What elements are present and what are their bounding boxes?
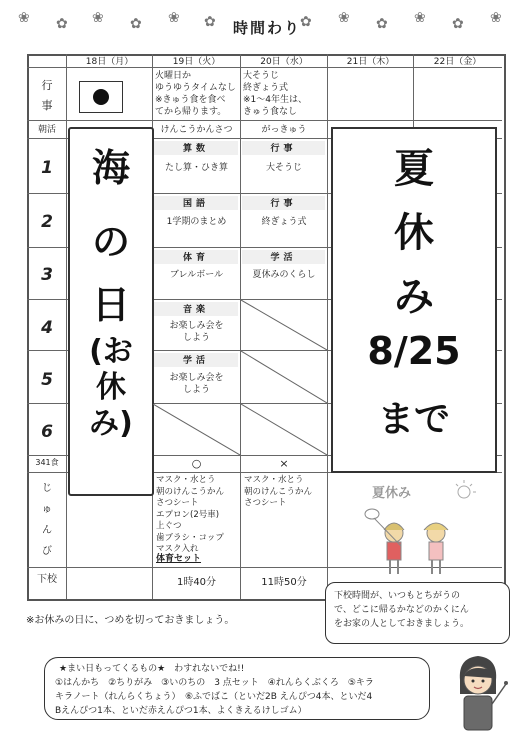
tue-p3-subject: 体育 [154, 250, 238, 264]
page-title: 時間わり [233, 19, 302, 37]
tue-morning: けんこうかんさつ [160, 125, 233, 135]
tue-p2-content: 1学期のまとめ [166, 217, 227, 227]
day-header-wed: 20日（水） [260, 57, 308, 67]
wed-dismissal: 11時50分 [261, 577, 307, 588]
wed-prep: マスク・水とう 朝のけんこうかん さつシート [244, 475, 313, 508]
tue-p5-content: お楽しみ会を しよう [169, 373, 224, 395]
summer-text: まで [377, 399, 450, 440]
empty-cell-slash [241, 300, 327, 350]
summer-text: 8/25 [367, 329, 461, 373]
wed-p3-subject: 学活 [242, 250, 325, 264]
holiday-text: 日 [91, 283, 130, 327]
grid-line [327, 54, 328, 599]
flower-icon: ✿ [204, 14, 216, 30]
flower-icon: ✿ [300, 14, 312, 30]
period-number: 4 [41, 318, 53, 338]
flower-icon: ❀ [414, 10, 426, 26]
period-number: 1 [41, 158, 53, 178]
japanese-flag-icon [79, 81, 123, 113]
day-header-tue: 19日（火） [172, 57, 221, 67]
wed-lunch: × [279, 457, 289, 470]
holiday-text: (お休み) [89, 334, 133, 441]
summer-illustration-label: 夏休み [372, 486, 412, 501]
tue-prep: マスク・水とう 朝のけんこうかん さつシート エプロン(2号車) 上ぐつ 歯ブラシ・コップ マスク入れ [156, 475, 225, 554]
daily-items-heading: ★まい日もってくるもの★ わすれないでね!! [59, 664, 245, 674]
day-header-mon: 18日（月） [85, 57, 134, 67]
tue-p1-subject: 算数 [154, 141, 238, 155]
flower-icon: ❀ [490, 10, 502, 26]
wed-event: 大そうじ 終ぎょう式 ※1～4年生は、 きゅう食なし [243, 71, 307, 117]
wed-p2-subject: 行事 [242, 196, 325, 210]
flower-icon: ❀ [338, 10, 350, 26]
holiday-text: の [91, 220, 130, 264]
grid-line [27, 120, 502, 121]
flower-icon: ❀ [92, 10, 104, 26]
nail-notice: ※お休みの日に、つめを切っておきましょう。 [26, 615, 235, 626]
tue-dismissal: 1時40分 [176, 577, 217, 588]
tue-p2-subject: 国語 [154, 196, 238, 210]
tue-p4-subject: 音楽 [154, 302, 238, 316]
tue-lunch: ○ [191, 457, 202, 470]
tue-p5-subject: 学活 [154, 353, 238, 367]
period-number: 2 [41, 212, 53, 232]
summer-text: 夏 [394, 146, 434, 192]
holiday-text: 海 [91, 146, 130, 190]
wed-p3-content: 夏休みのくらし [252, 270, 316, 280]
bubble-text: 下校時間が、いつもとちがうの で、どこに帰るかなどのかくにん をお家の人としておきましょう。 [334, 591, 470, 629]
wed-p2-content: 終ぎょう式 [261, 217, 307, 227]
empty-cell-slash [153, 404, 240, 455]
wed-morning: がっきゅう [261, 125, 307, 135]
tue-p3-content: ブレルボール [169, 270, 224, 280]
row-label-event: 行 事 [41, 79, 53, 112]
flower-icon: ✿ [130, 16, 142, 32]
period-number: 3 [41, 265, 53, 285]
grid-line [66, 54, 67, 599]
flower-icon: ✿ [56, 16, 68, 32]
title-bar [8, 8, 513, 38]
empty-cell-slash [241, 351, 327, 403]
row-label-prep: じ ゅ ん び [42, 483, 52, 557]
flower-icon: ❀ [18, 10, 30, 26]
wed-p1-subject: 行事 [242, 141, 325, 155]
daily-items-box [44, 657, 430, 720]
period-number: 6 [41, 422, 53, 442]
row-label-morning: 朝活 [37, 125, 56, 135]
row-label-lunch: 341食 [35, 458, 59, 467]
period-number: 5 [41, 370, 53, 390]
daily-items-list: ①はんかち ②ちりがみ ③いのちの 3 点セット ④れんらくぶくろ ⑤キラ キラノート（れんらくちょう） ⑥ふでばこ（といだ2B えんぴつ4本、といだ4 Bえんぴつ1本、といだ赤えんぴつ1本、よくきえるけしゴム） [55, 678, 374, 716]
summer-text: 休 [394, 210, 434, 256]
summer-vacation-box [331, 127, 497, 473]
tue-p1-content: たし算・ひき算 [164, 163, 228, 173]
summer-text: み [394, 274, 434, 320]
flower-icon: ✿ [376, 16, 388, 32]
day-header-thu: 21日（木） [346, 57, 395, 67]
holiday-column [68, 127, 154, 496]
dismissal-note-bubble [325, 582, 510, 644]
tue-event: 火曜日か ゆうゆうタイムなし ※きゅう食を食べ てから帰ります。 [155, 71, 236, 117]
wed-p1-content: 大そうじ [265, 163, 302, 173]
children-illustration [364, 478, 500, 580]
day-header-fri: 22日（金） [433, 57, 482, 67]
teacher-illustration [446, 650, 510, 732]
tue-p4-content: お楽しみ会を しよう [169, 321, 224, 343]
flower-icon: ✿ [452, 16, 464, 32]
empty-cell-slash [241, 404, 327, 455]
tue-prep-extra: 体育セット [156, 554, 202, 564]
flower-icon: ❀ [168, 10, 180, 26]
row-label-dismissal: 下校 [37, 574, 57, 585]
